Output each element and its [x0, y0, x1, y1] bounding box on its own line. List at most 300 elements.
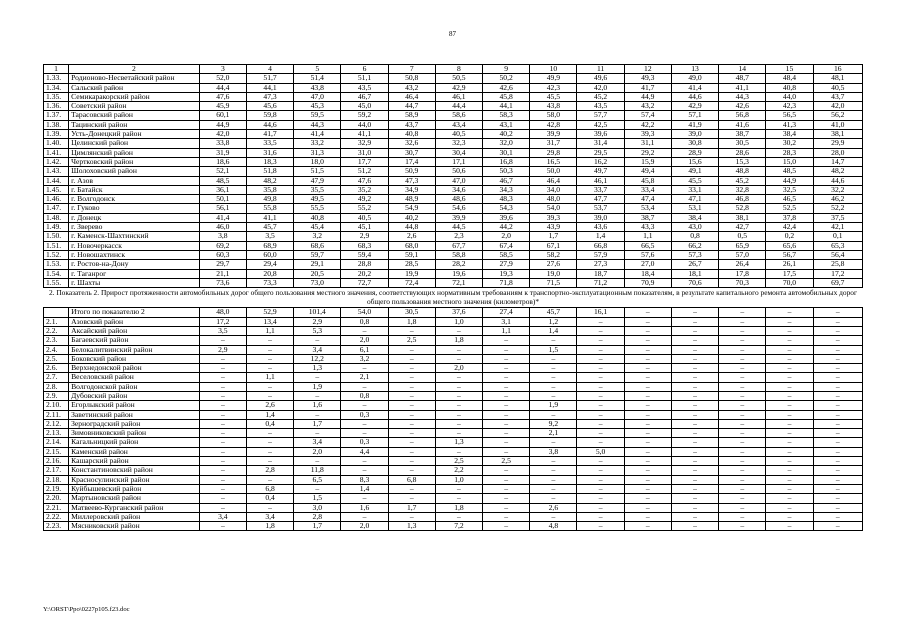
value-cell: 5 [294, 65, 341, 74]
value-cell: 16,8 [483, 157, 530, 166]
value-cell: 44,9 [624, 92, 671, 101]
value-cell: 52,0 [199, 74, 246, 83]
table-row [44, 260, 863, 269]
table-row [44, 475, 863, 484]
value-cell: 4,8 [530, 522, 577, 531]
table-row [44, 204, 863, 213]
value-cell: 43,2 [624, 102, 671, 111]
value-cell: – [577, 364, 624, 373]
value-cell: 50,1 [199, 195, 246, 204]
table-row [44, 410, 863, 419]
value-cell: 0,1 [813, 232, 862, 241]
value-cell: – [199, 419, 246, 428]
value-cell: – [766, 494, 813, 503]
value-cell: 49,5 [294, 195, 341, 204]
table-row [44, 466, 863, 475]
row-number-cell: 1.40. [44, 139, 69, 148]
value-cell: 39,9 [435, 213, 482, 222]
value-cell: 31,9 [199, 148, 246, 157]
value-cell: – [813, 419, 862, 428]
table-row [44, 167, 863, 176]
value-cell: – [483, 503, 530, 512]
value-cell: 29,9 [813, 139, 862, 148]
value-cell: 47,9 [294, 176, 341, 185]
value-cell: – [388, 494, 435, 503]
value-cell: 73,3 [246, 278, 293, 287]
value-cell: 1,8 [246, 522, 293, 531]
value-cell: – [813, 466, 862, 475]
value-cell: 3 [199, 65, 246, 74]
value-cell: 50,9 [388, 167, 435, 176]
value-cell: – [671, 438, 718, 447]
value-cell: 31,6 [246, 148, 293, 157]
value-cell: – [530, 410, 577, 419]
row-number-cell: 2.5. [44, 354, 69, 363]
value-cell: – [246, 354, 293, 363]
value-cell: 47,0 [294, 92, 341, 101]
value-cell: 2,5 [483, 457, 530, 466]
value-cell: 46,1 [435, 92, 482, 101]
row-name-cell: Целинский район [69, 139, 200, 148]
value-cell: – [483, 391, 530, 400]
row-name-cell: Азовский район [69, 317, 200, 326]
value-cell: – [766, 354, 813, 363]
value-cell: 48,7 [719, 74, 766, 83]
value-cell: 31,1 [624, 139, 671, 148]
value-cell: 1,7 [388, 503, 435, 512]
row-number-cell: 2.13. [44, 429, 69, 438]
value-cell: 1,5 [294, 494, 341, 503]
value-cell: – [435, 382, 482, 391]
table-row [44, 157, 863, 166]
row-name-cell: Веселовский район [69, 373, 200, 382]
value-cell: 3,8 [530, 447, 577, 456]
value-cell: – [719, 345, 766, 354]
row-number-cell: 1.49. [44, 223, 69, 232]
value-cell: 48,5 [766, 167, 813, 176]
value-cell: 38,7 [624, 213, 671, 222]
row-number-cell: 2.16. [44, 457, 69, 466]
value-cell: – [199, 438, 246, 447]
value-cell: 11 [577, 65, 624, 74]
value-cell: – [671, 317, 718, 326]
value-cell: – [530, 494, 577, 503]
row-number-cell: 2.17. [44, 466, 69, 475]
value-cell: – [483, 429, 530, 438]
value-cell: 72,1 [435, 278, 482, 287]
value-cell: 33,1 [671, 185, 718, 194]
value-cell: – [246, 364, 293, 373]
row-number-cell: 1.46. [44, 195, 69, 204]
row-name-cell: Родионово-Несветайский район [69, 74, 200, 83]
value-cell: 0,5 [719, 232, 766, 241]
value-cell: – [577, 429, 624, 438]
value-cell: – [766, 326, 813, 335]
value-cell: – [766, 391, 813, 400]
value-cell: 49,1 [671, 167, 718, 176]
value-cell: 45,8 [624, 176, 671, 185]
value-cell: 32,6 [388, 139, 435, 148]
value-cell: 2,8 [294, 512, 341, 521]
value-cell: 37,6 [435, 308, 482, 317]
value-cell: 56,2 [813, 111, 862, 120]
value-cell: 47,0 [435, 176, 482, 185]
row-number-cell: 2.23. [44, 522, 69, 531]
value-cell: 71,2 [577, 278, 624, 287]
value-cell: 39,6 [483, 213, 530, 222]
value-cell: 58,0 [530, 111, 577, 120]
table-row [44, 176, 863, 185]
value-cell: 1,7 [530, 232, 577, 241]
value-cell: 45,7 [246, 223, 293, 232]
row-name-cell: г. Зверево [69, 223, 200, 232]
value-cell: 59,2 [341, 111, 388, 120]
value-cell: 49,7 [577, 167, 624, 176]
value-cell: – [530, 512, 577, 521]
table-row [44, 317, 863, 326]
table-row [44, 382, 863, 391]
value-cell: – [577, 410, 624, 419]
value-cell: 17,7 [341, 157, 388, 166]
value-cell: 54,6 [435, 204, 482, 213]
value-cell: 3,2 [294, 232, 341, 241]
value-cell: 33,8 [199, 139, 246, 148]
value-cell: 41,1 [341, 130, 388, 139]
table-row [44, 438, 863, 447]
value-cell: – [766, 336, 813, 345]
value-cell: 50,0 [530, 167, 577, 176]
value-cell: 40,2 [388, 213, 435, 222]
value-cell: – [530, 354, 577, 363]
value-cell: 46,7 [341, 92, 388, 101]
value-cell: 38,4 [671, 213, 718, 222]
value-cell: – [483, 373, 530, 382]
row-name-cell: г. Батайск [69, 185, 200, 194]
value-cell: – [766, 466, 813, 475]
value-cell: 2,1 [530, 429, 577, 438]
value-cell: 44,4 [199, 83, 246, 92]
value-cell: 0,4 [246, 419, 293, 428]
value-cell: – [719, 457, 766, 466]
value-cell: – [577, 336, 624, 345]
value-cell: – [766, 345, 813, 354]
value-cell: 6,1 [341, 345, 388, 354]
value-cell: – [199, 336, 246, 345]
value-cell: – [246, 336, 293, 345]
value-cell: – [341, 466, 388, 475]
value-cell: 41,4 [671, 83, 718, 92]
value-cell: – [388, 410, 435, 419]
section-2-title: 2. Показатель 2. Прирост протяженности автомобильных дорог общего пользования местного значения, соответствующих нормативным требованиям к транспортно-эксплуатационным показателям, в результате капитального ремонта автомобильных дорог общего пользования местного значения (километров)* [48, 288, 858, 306]
value-cell: 14,7 [813, 157, 862, 166]
value-cell: 28,8 [341, 260, 388, 269]
value-cell: – [766, 522, 813, 531]
value-cell: – [199, 503, 246, 512]
value-cell: – [199, 484, 246, 493]
value-cell: – [624, 475, 671, 484]
row-name-cell: Егорлыкский район [69, 401, 200, 410]
value-cell: 17,4 [388, 157, 435, 166]
value-cell: – [671, 410, 718, 419]
value-cell: 0,2 [766, 232, 813, 241]
value-cell: 1,7 [294, 419, 341, 428]
value-cell: – [246, 475, 293, 484]
value-cell: 1,1 [624, 232, 671, 241]
value-cell: 2,0 [483, 232, 530, 241]
table-row [44, 354, 863, 363]
value-cell: – [813, 429, 862, 438]
value-cell: 1,6 [341, 503, 388, 512]
value-cell: 37,5 [813, 213, 862, 222]
row-number-cell: 1.47. [44, 204, 69, 213]
value-cell: – [199, 354, 246, 363]
value-cell: – [624, 522, 671, 531]
value-cell: 34,6 [435, 185, 482, 194]
value-cell: 71,8 [483, 278, 530, 287]
value-cell: 55,2 [341, 204, 388, 213]
value-cell: 49,3 [624, 74, 671, 83]
row-number-cell: 1.41. [44, 148, 69, 157]
value-cell: 12 [624, 65, 671, 74]
value-cell: – [199, 466, 246, 475]
value-cell: 10 [530, 65, 577, 74]
value-cell: – [294, 484, 341, 493]
value-cell: – [530, 391, 577, 400]
value-cell: 0,8 [341, 317, 388, 326]
value-cell: – [813, 336, 862, 345]
value-cell: 73,6 [199, 278, 246, 287]
value-cell: 2,6 [388, 232, 435, 241]
value-cell: 52,8 [719, 204, 766, 213]
value-cell: – [624, 391, 671, 400]
value-cell: 41,7 [246, 130, 293, 139]
value-cell: – [577, 512, 624, 521]
value-cell: 52,1 [199, 167, 246, 176]
value-cell: – [624, 419, 671, 428]
value-cell: – [246, 382, 293, 391]
row-name-cell: г. Каменск-Шахтинский [69, 232, 200, 241]
value-cell: 1,9 [530, 401, 577, 410]
value-cell: – [766, 457, 813, 466]
row-number-cell: 1.55. [44, 278, 69, 287]
value-cell: 44,5 [435, 223, 482, 232]
row-number-cell: 2.19. [44, 484, 69, 493]
value-cell: 3,2 [341, 354, 388, 363]
row-number-cell [44, 308, 69, 317]
value-cell: – [624, 484, 671, 493]
value-cell: – [530, 475, 577, 484]
value-cell: – [719, 438, 766, 447]
value-cell: 2,5 [388, 336, 435, 345]
value-cell: – [483, 466, 530, 475]
value-cell: – [388, 364, 435, 373]
value-cell: 45,3 [294, 102, 341, 111]
value-cell: – [294, 391, 341, 400]
value-cell: 1,3 [388, 522, 435, 531]
value-cell: 44,6 [671, 92, 718, 101]
value-cell: 33,2 [294, 139, 341, 148]
value-cell: 42,1 [813, 223, 862, 232]
value-cell: 70,3 [719, 278, 766, 287]
value-cell: 41,6 [719, 120, 766, 129]
row-number-cell: 1.37. [44, 111, 69, 120]
value-cell: 44,4 [435, 102, 482, 111]
value-cell: – [624, 401, 671, 410]
row-name-cell: Аксайский район [69, 326, 200, 335]
table-row [44, 83, 863, 92]
value-cell: – [624, 410, 671, 419]
value-cell: 44,6 [246, 120, 293, 129]
value-cell: – [766, 484, 813, 493]
value-cell: – [671, 503, 718, 512]
value-cell: – [577, 475, 624, 484]
value-cell: 30,1 [483, 148, 530, 157]
value-cell: 30,4 [435, 148, 482, 157]
value-cell: – [577, 457, 624, 466]
table-row [44, 232, 863, 241]
value-cell: 46,2 [813, 195, 862, 204]
table-row [44, 429, 863, 438]
total-row [44, 308, 863, 317]
value-cell: 8,3 [341, 475, 388, 484]
row-name-cell: Миллеровский район [69, 512, 200, 521]
value-cell: 54,0 [530, 204, 577, 213]
value-cell: 53,4 [624, 204, 671, 213]
row-number-cell: 2.8. [44, 382, 69, 391]
value-cell: 28,2 [435, 260, 482, 269]
value-cell: – [388, 345, 435, 354]
value-cell: – [719, 429, 766, 438]
value-cell: – [719, 494, 766, 503]
value-cell: 43,0 [671, 223, 718, 232]
value-cell: – [294, 457, 341, 466]
table-row [44, 391, 863, 400]
value-cell: 42,2 [624, 120, 671, 129]
value-cell: 49,4 [624, 167, 671, 176]
value-cell: 2,0 [435, 364, 482, 373]
value-cell: – [577, 317, 624, 326]
value-cell: – [766, 373, 813, 382]
value-cell: – [671, 354, 718, 363]
value-cell: 33,4 [624, 185, 671, 194]
value-cell: 27,0 [624, 260, 671, 269]
value-cell: 45,8 [483, 92, 530, 101]
value-cell: 29,1 [294, 260, 341, 269]
value-cell: – [483, 345, 530, 354]
value-cell: – [719, 447, 766, 456]
value-cell: 43,4 [435, 120, 482, 129]
row-name-cell: г. Ростов-на-Дону [69, 260, 200, 269]
value-cell: – [435, 419, 482, 428]
value-cell: 65,3 [813, 241, 862, 250]
value-cell: 6,8 [388, 475, 435, 484]
value-cell: 57,0 [719, 250, 766, 259]
value-cell: – [388, 484, 435, 493]
value-cell: 69,7 [813, 278, 862, 287]
table-row [44, 278, 863, 287]
value-cell: 1,1 [483, 326, 530, 335]
value-cell: 58,8 [435, 250, 482, 259]
value-cell: 2,0 [341, 522, 388, 531]
value-cell: – [671, 345, 718, 354]
value-cell: 35,8 [246, 185, 293, 194]
value-cell: 67,7 [435, 241, 482, 250]
value-cell: – [199, 475, 246, 484]
value-cell: 1,6 [294, 401, 341, 410]
value-cell: – [671, 457, 718, 466]
value-cell: 44,6 [813, 176, 862, 185]
value-cell: – [719, 354, 766, 363]
row-name-cell: г. Новошахтинск [69, 250, 200, 259]
value-cell: 7 [388, 65, 435, 74]
value-cell: 57,3 [671, 250, 718, 259]
value-cell: – [341, 419, 388, 428]
value-cell: – [766, 419, 813, 428]
value-cell: 49,6 [577, 74, 624, 83]
table-row [44, 92, 863, 101]
value-cell: 27,4 [483, 308, 530, 317]
value-cell: – [577, 354, 624, 363]
value-cell: 15,6 [671, 157, 718, 166]
value-cell: 26,4 [719, 260, 766, 269]
value-cell: – [199, 364, 246, 373]
value-cell: 59,4 [341, 250, 388, 259]
value-cell: 29,5 [577, 148, 624, 157]
value-cell: – [766, 438, 813, 447]
value-cell: 45,2 [577, 92, 624, 101]
value-cell: – [813, 326, 862, 335]
value-cell: 51,4 [294, 74, 341, 83]
value-cell: 42,6 [719, 102, 766, 111]
value-cell: 18,6 [199, 157, 246, 166]
value-cell: 48,2 [246, 176, 293, 185]
value-cell: 44,1 [246, 83, 293, 92]
value-cell: – [813, 391, 862, 400]
value-cell: 20,8 [246, 269, 293, 278]
row-name-cell: г. Гуково [69, 204, 200, 213]
value-cell: – [530, 364, 577, 373]
value-cell: 14 [719, 65, 766, 74]
value-cell: 40,5 [813, 83, 862, 92]
row-number-cell: 2.14. [44, 438, 69, 447]
value-cell: 48,0 [199, 308, 246, 317]
row-name-cell: Красносулинский район [69, 475, 200, 484]
row-name-cell: Боковский район [69, 354, 200, 363]
value-cell: – [671, 494, 718, 503]
value-cell: 12,2 [294, 354, 341, 363]
value-cell: 45,7 [530, 308, 577, 317]
section-title-row [44, 288, 863, 308]
value-cell: 51,2 [341, 167, 388, 176]
value-cell: 7,2 [435, 522, 482, 531]
value-cell: 40,5 [341, 213, 388, 222]
row-number-cell: 2.15. [44, 447, 69, 456]
value-cell: 30,5 [388, 308, 435, 317]
value-cell: – [388, 326, 435, 335]
value-cell: – [483, 382, 530, 391]
row-name-cell: Семикаракорский район [69, 92, 200, 101]
value-cell: 1,8 [435, 336, 482, 345]
value-cell: 48,8 [719, 167, 766, 176]
value-cell: – [341, 512, 388, 521]
value-cell: 29,8 [530, 148, 577, 157]
value-cell: – [577, 401, 624, 410]
value-cell: – [483, 364, 530, 373]
value-cell: 31,7 [530, 139, 577, 148]
value-cell: – [813, 345, 862, 354]
value-cell: – [341, 494, 388, 503]
table-row [44, 503, 863, 512]
